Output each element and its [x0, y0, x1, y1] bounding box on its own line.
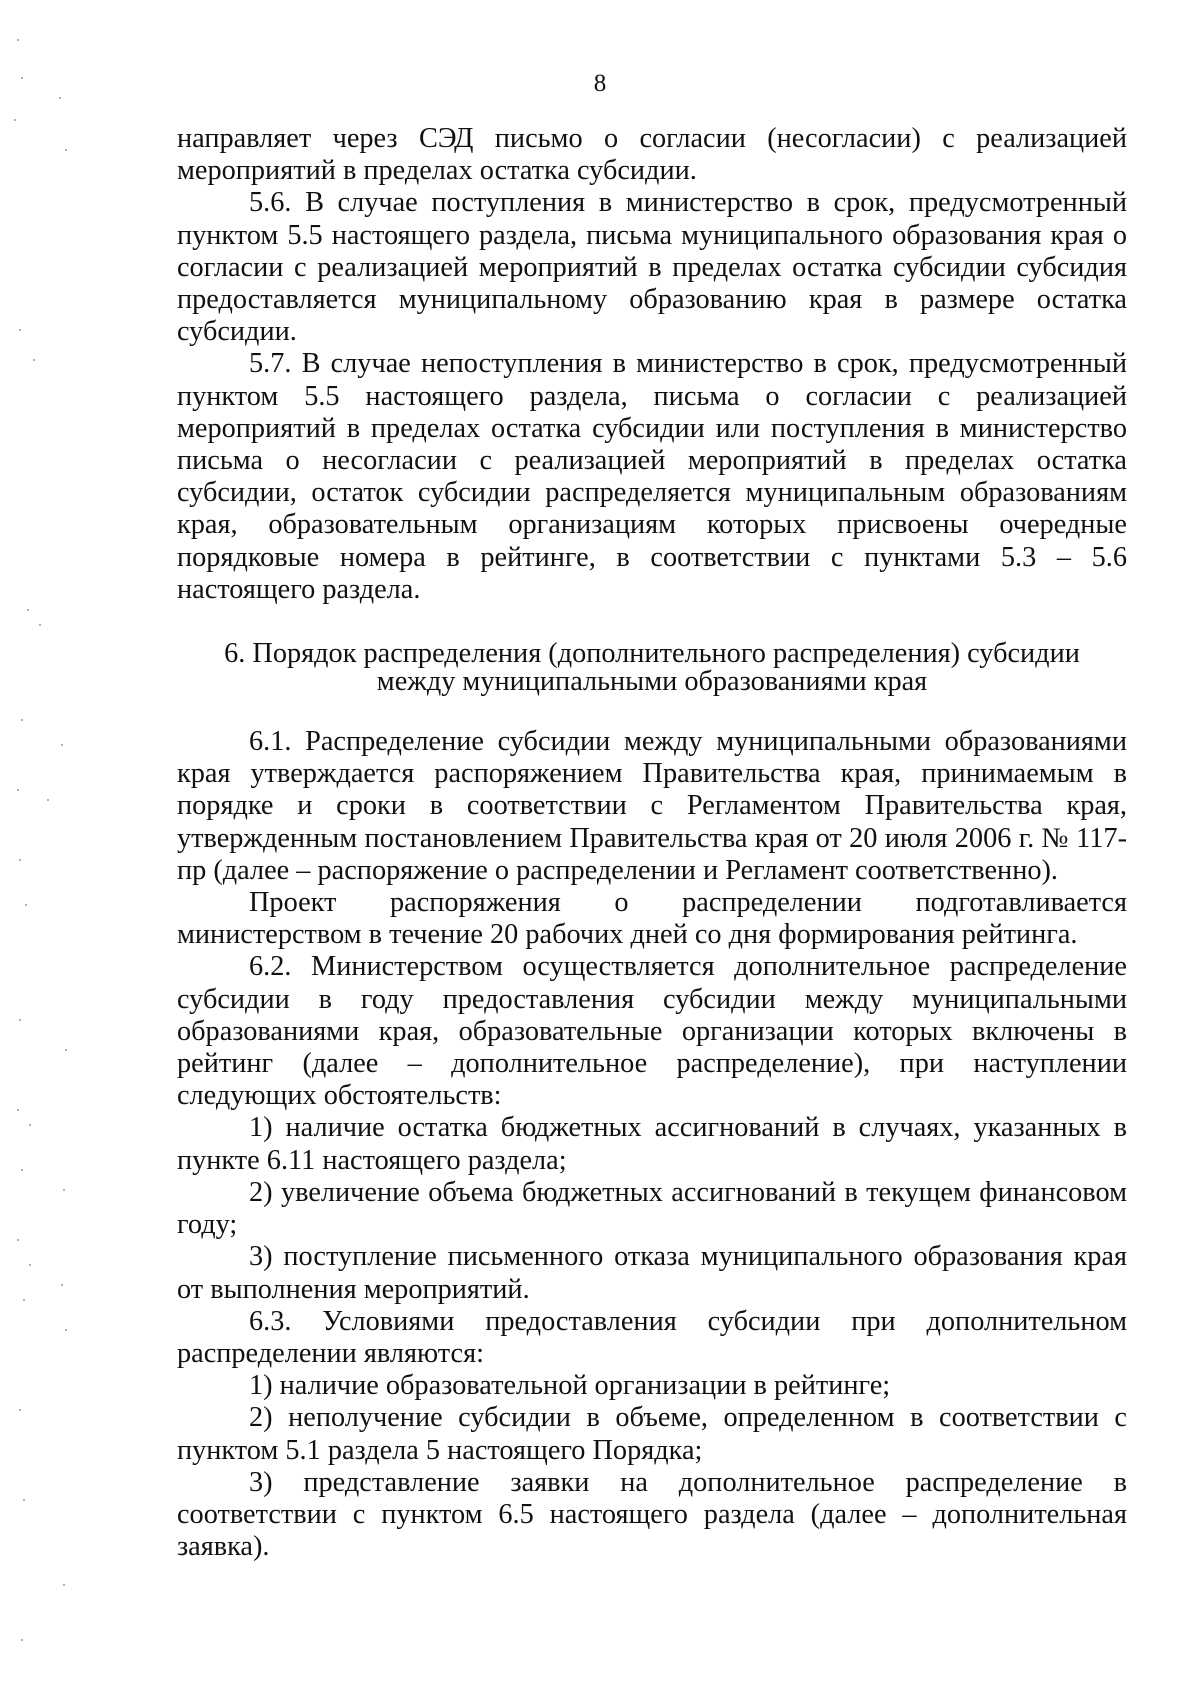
section-6-heading	[177, 640, 1127, 696]
paragraph-continuation: направляет через СЭД письмо о согласии (несогласии) с реализацией мероприятий в пределах остатка субсидии.	[177, 123, 1127, 187]
section-heading-line-1: 6. Порядок распределения (дополнительного распределения) субсидии	[224, 638, 1080, 670]
paragraph-6-2: 6.2. Министерством осуществляется дополнительное распределение субсидии в году предоставления субсидии между муниципальными образованиями края, образовательные организации которых включены в рейтинг (далее – дополнительное распределение), при наступлении следующих обстоятельств:	[177, 951, 1127, 1112]
section-heading-line-2: между муниципальными образованиями края	[376, 666, 928, 698]
list-item-6-2-1: 1) наличие остатка бюджетных ассигнований в случаях, указанных в пункте 6.11 настоящего раздела;	[177, 1112, 1127, 1176]
paragraph-6-1: 6.1. Распределение субсидии между муниципальными образованиями края утверждается распоряжением Правительства края, принимаемым в порядке и сроки в соответствии с Регламентом Правительства края, утвержденным постановлением Правительства края от 20 июля 2006 г. № 117-пр (далее – распоряжение о распределении и Регламент соответственно).	[177, 726, 1127, 886]
paragraph-6-3: 6.3. Условиями предоставления субсидии при дополнительном распределении являются:	[177, 1305, 1127, 1369]
list-item-6-3-3: 3) представление заявки на дополнительное распределение в соответствии с пунктом 6.5 настоящего раздела (далее – дополнительная заявка).	[177, 1466, 1127, 1563]
document-body	[177, 123, 1127, 1563]
list-item-6-2-2: 2) увеличение объема бюджетных ассигнований в текущем финансовом году;	[177, 1176, 1127, 1241]
paragraph-6-1-project: Проект распоряжения о распределении подготавливается министерством в течение 20 рабочих дней со дня формирования рейтинга.	[177, 887, 1127, 951]
list-item-6-3-2: 2) неполучение субсидии в объеме, определенном в соответствии с пунктом 5.1 раздела 5 настоящего Порядка;	[177, 1402, 1127, 1466]
list-item-6-2-3: 3) поступление письменного отказа муниципального образования края от выполнения мероприятий.	[177, 1241, 1127, 1305]
paragraph-5-6: 5.6. В случае поступления в министерство в срок, предусмотренный пунктом 5.5 настоящего раздела, письма муниципального образования края о согласии с реализацией мероприятий в пределах остатка субсидии субсидия предоставляется муниципальному образованию края в размере остатка субсидии.	[177, 187, 1127, 348]
scan-noise-left-margin	[0, 0, 80, 1702]
page-number: 8	[593, 70, 607, 97]
paragraph-5-7: 5.7. В случае непоступления в министерство в срок, предусмотренный пунктом 5.5 настоящего раздела, письма о согласии с реализацией мероприятий в пределах остатка субсидии или поступления в министерство письма о несогласии с реализацией мероприятий в пределах остатка субсидии, остаток субсидии распределяется муниципальным образованиям края, образовательным организациям которых присвоены очередные порядковые номера в рейтинге, в соответствии с пунктами 5.3 – 5.6 настоящего раздела.	[177, 348, 1127, 605]
list-item-6-3-1: 1) наличие образовательной организации в рейтинге;	[249, 1370, 891, 1402]
